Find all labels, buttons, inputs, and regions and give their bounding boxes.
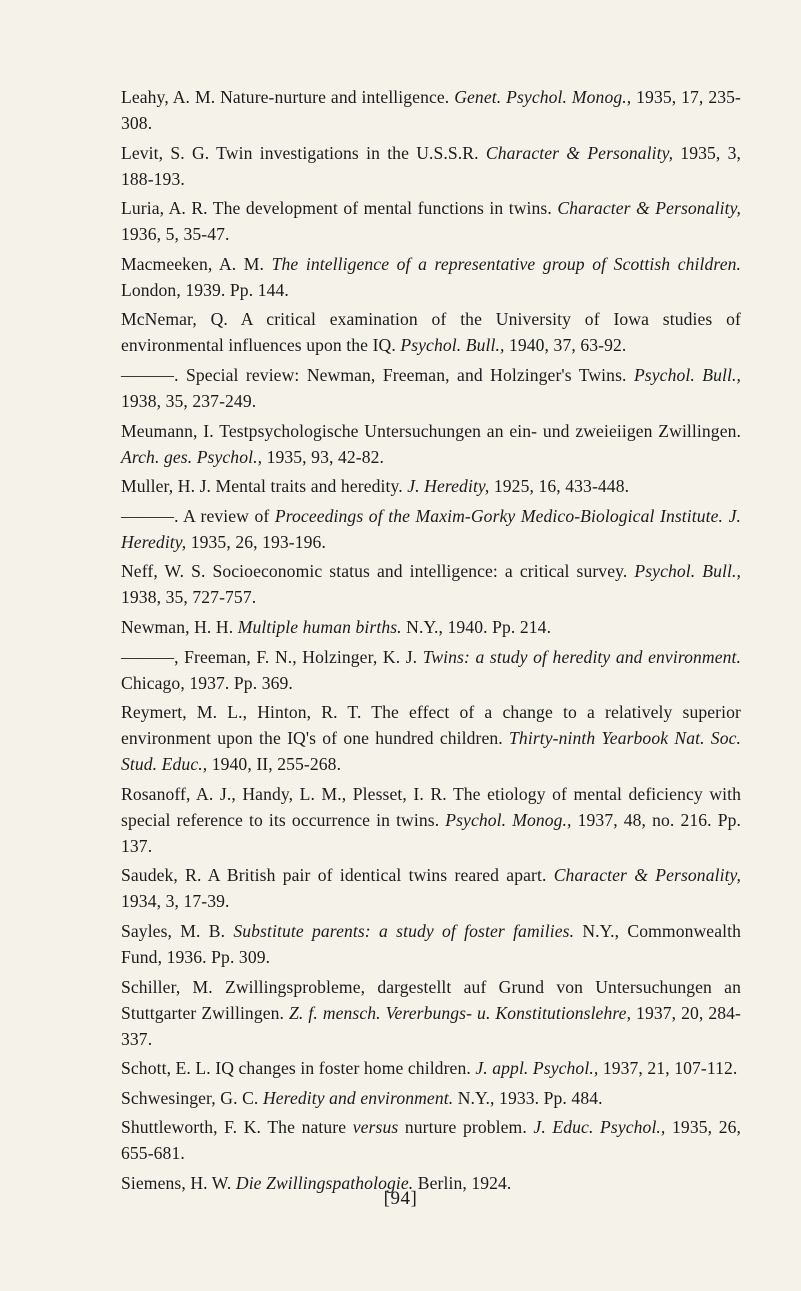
reference-entry	[121, 1114, 741, 1166]
entry-details: Berlin, 1924.	[413, 1172, 512, 1193]
reference-entry	[121, 699, 741, 777]
entry-details: 1925, 16, 433-448.	[489, 476, 630, 497]
entry-details: 1940, II, 255-268.	[207, 754, 342, 775]
entry-details: 1934, 3, 17-39.	[121, 891, 230, 912]
entry-text: Rosanoff, A. J., Handy, L. M., Plesset, I. R. The etiology of mental deficiency with special reference to its occurrence in twins.	[121, 783, 741, 830]
entry-title: Heredity and environment.	[262, 1087, 454, 1108]
reference-entry	[121, 614, 741, 640]
reference-entry	[121, 974, 741, 1052]
entry-details: 1937, 21, 107-112.	[598, 1058, 738, 1079]
entry-text: Meumann, I. Testpsychologische Untersuchungen an ein- und zweieiigen Zwillingen.	[121, 420, 741, 441]
entry-title: J. Heredity,	[407, 476, 490, 497]
entry-details: nurture problem.	[398, 1117, 534, 1138]
reference-entry	[121, 84, 741, 136]
entry-title: Genet. Psychol. Monog.,	[454, 87, 632, 107]
entry-title: Psychol. Bull.,	[400, 335, 505, 356]
reference-entry	[121, 558, 741, 610]
entry-text: Luria, A. R. The development of mental functions in twins.	[121, 198, 558, 219]
entry-text: Leahy, A. M. Nature-nurture and intelligence.	[121, 87, 455, 107]
entry-title-journal: J. Educ. Psychol.,	[533, 1117, 666, 1138]
entry-text: Levit, S. G. Twin investigations in the U.S.S.R.	[121, 142, 486, 163]
reference-entry	[121, 140, 741, 192]
entry-details: 1938, 35, 727-757.	[121, 587, 257, 608]
entry-title: Character & Personality,	[557, 198, 742, 219]
entry-title: Psychol. Bull.,	[633, 364, 741, 385]
entry-text: Sayles, M. B.	[121, 920, 234, 941]
reference-entry	[121, 1085, 741, 1111]
entry-title: Die Zwillingspathologie.	[235, 1172, 414, 1193]
entry-text: McNemar, Q. A critical examination of the University of Iowa studies of environmental influences upon the IQ.	[121, 309, 741, 356]
entry-details: London, 1939. Pp. 144.	[121, 279, 289, 300]
entry-details: 1935, 26, 193-196.	[186, 531, 326, 552]
entry-details: N.Y., Commonwealth Fund, 1936. Pp. 309.	[121, 920, 741, 967]
entry-details: 1937, 48, no. 216. Pp. 137.	[121, 809, 742, 856]
reference-entry	[121, 473, 741, 499]
reference-entry	[121, 918, 741, 970]
entry-details: 1935, 93, 42-82.	[262, 446, 385, 467]
entry-title: Character & Personality,	[485, 142, 674, 163]
entry-title: Substitute parents: a study of foster families.	[233, 920, 575, 941]
entry-details: Chicago, 1937. Pp. 369.	[121, 672, 293, 693]
entry-text: ———. A review of	[121, 505, 275, 526]
entry-title: Z. f. mensch. Vererbungs- u. Konstitutionslehre,	[289, 1002, 632, 1023]
entry-details: 1936, 5, 35-47.	[121, 224, 230, 245]
entry-details: 1935, 17, 235-308.	[121, 87, 741, 133]
bibliography-list	[121, 84, 741, 1199]
entry-title: Twins: a study of heredity and environment.	[422, 646, 742, 667]
entry-details: 1937, 20, 284-337.	[121, 1002, 742, 1049]
entry-text: Schiller, M. Zwillingsprobleme, dargestellt auf Grund von Untersuchungen an Stuttgarter Zwillingen.	[121, 976, 741, 1023]
entry-text: Newman, H. H.	[121, 616, 238, 637]
entry-text: Schott, E. L. IQ changes in foster home children.	[121, 1058, 476, 1079]
entry-title: Arch. ges. Psychol.,	[121, 446, 263, 467]
reference-entry	[121, 306, 741, 358]
entry-details: 1935, 26, 655-681.	[121, 1117, 741, 1164]
entry-title: Proceedings of the Maxim-Gorky Medico-Biological Institute. J. Heredity,	[121, 505, 741, 552]
reference-entry	[121, 418, 741, 470]
page-number: [94]	[383, 1188, 418, 1209]
entry-text: Schwesinger, G. C.	[121, 1087, 263, 1108]
reference-entry	[121, 1055, 741, 1081]
entry-title: Psychol. Bull.,	[634, 561, 741, 582]
entry-details: 1938, 35, 237-249.	[121, 390, 257, 411]
entry-title: Psychol. Monog.,	[445, 809, 572, 830]
reference-entry	[121, 862, 741, 914]
entry-title: versus	[352, 1117, 399, 1138]
entry-text: Siemens, H. W.	[121, 1172, 236, 1193]
entry-text: Muller, H. J. Mental traits and heredity.	[121, 476, 408, 497]
entry-text: ———, Freeman, F. N., Holzinger, K. J.	[121, 646, 423, 667]
entry-details: 1940, 37, 63-92.	[504, 335, 627, 356]
entry-title: The intelligence of a representative group of Scottish children.	[271, 253, 742, 274]
reference-entry	[121, 195, 741, 247]
reference-entry	[121, 362, 741, 414]
entry-text: Shuttleworth, F. K. The nature	[121, 1117, 353, 1138]
reference-entry	[121, 644, 741, 696]
entry-title: Multiple human births.	[237, 616, 402, 637]
reference-entry	[121, 251, 741, 303]
entry-text: Saudek, R. A British pair of identical twins reared apart.	[121, 865, 554, 886]
entry-text: Reymert, M. L., Hinton, R. T. The effect of a change to a relatively superior environment upon the IQ's of one hundred children.	[121, 702, 741, 749]
entry-details: N.Y., 1940. Pp. 214.	[401, 616, 552, 637]
entry-title: J. appl. Psychol.,	[475, 1058, 599, 1079]
reference-entry	[121, 503, 741, 555]
reference-entry	[121, 781, 741, 859]
entry-text: Macmeeken, A. M.	[121, 253, 272, 274]
entry-details: N.Y., 1933. Pp. 484.	[453, 1087, 603, 1108]
entry-text: Neff, W. S. Socioeconomic status and intelligence: a critical survey.	[121, 561, 635, 582]
entry-text: ———. Special review: Newman, Freeman, and Holzinger's Twins.	[121, 364, 634, 385]
entry-details: 1935, 3, 188-193.	[121, 142, 742, 189]
entry-title: Character & Personality,	[553, 865, 741, 886]
entry-title: Thirty-ninth Yearbook Nat. Soc. Stud. Educ.,	[121, 728, 741, 775]
